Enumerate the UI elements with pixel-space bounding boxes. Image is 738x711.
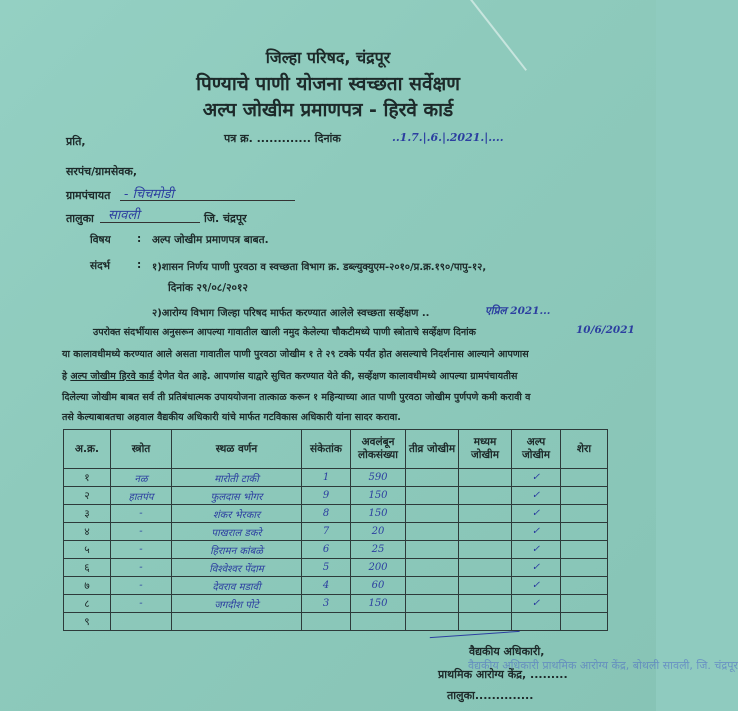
para-line-4: दिलेल्या जोखीम बाबत सर्व ती प्रतिबंधात्मक उपाययोजना तात्काळ करून १ महिन्याच्या आत पाणी पुरवठा जोखीम पुर्णपणे कमी करावी व bbox=[62, 392, 531, 403]
cell-place: जगदीश पोटे bbox=[172, 595, 302, 613]
para-line-3 bbox=[62, 369, 517, 382]
table-row bbox=[64, 523, 608, 541]
cell-serial: २ bbox=[64, 487, 111, 505]
col-high-risk: तीव्र जोखीम bbox=[406, 430, 459, 469]
col-code: संकेतांक bbox=[302, 430, 351, 469]
cell-code: 1 bbox=[302, 469, 351, 487]
cell-low-risk: ✓ bbox=[512, 595, 561, 613]
cell-medium-risk bbox=[459, 487, 512, 505]
cell-serial: ९ bbox=[64, 613, 111, 631]
cell-source: - bbox=[111, 595, 172, 613]
cell-serial: १ bbox=[64, 469, 111, 487]
cell-high-risk bbox=[406, 613, 459, 631]
cell-code: 4 bbox=[302, 577, 351, 595]
cell-population: 150 bbox=[351, 487, 406, 505]
health-center: प्राथमिक आरोग्य केंद्र, ......... bbox=[438, 668, 568, 681]
cell-code: 8 bbox=[302, 505, 351, 523]
colon: : bbox=[137, 259, 142, 271]
cell-high-risk bbox=[406, 469, 459, 487]
cell-high-risk bbox=[406, 541, 459, 559]
cell-medium-risk bbox=[459, 613, 512, 631]
table-row bbox=[64, 577, 608, 595]
cell-medium-risk bbox=[459, 577, 512, 595]
cell-low-risk: ✓ bbox=[512, 577, 561, 595]
cell-code bbox=[302, 613, 351, 631]
table-row bbox=[64, 613, 608, 631]
cell-remarks bbox=[561, 559, 608, 577]
para-3-end: देणेत येत आहे. आपणांस याद्वारे सुचित करण्यात येते की, सर्व्हेक्षण कालावधीमध्ये आपल्या ग्रामपंचायतीस bbox=[157, 371, 518, 382]
cell-code: 5 bbox=[302, 559, 351, 577]
cell-place: शंकर भेरकार bbox=[172, 505, 302, 523]
cell-population: 590 bbox=[351, 469, 406, 487]
cell-source: - bbox=[111, 577, 172, 595]
cell-high-risk bbox=[406, 523, 459, 541]
cell-place: मारोती टाकी bbox=[172, 469, 302, 487]
cell-population: 150 bbox=[351, 595, 406, 613]
cell-population bbox=[351, 613, 406, 631]
table-row bbox=[64, 559, 608, 577]
officer-title: वैद्यकीय अधिकारी, bbox=[469, 645, 545, 658]
prati-label: प्रति, bbox=[66, 135, 86, 148]
table-row bbox=[64, 541, 608, 559]
cell-high-risk bbox=[406, 505, 459, 523]
cell-serial: ४ bbox=[64, 523, 111, 541]
table-row bbox=[64, 595, 608, 613]
para-line-5: तसे केल्याबाबतचा अहवाल वैद्यकीय अधिकारी यांचे मार्फत गटविकास अधिकारी यांना सादर करावा. bbox=[62, 412, 401, 423]
cell-source: नळ bbox=[111, 469, 172, 487]
survey-date: 10/6/2021 bbox=[576, 324, 635, 336]
cell-place: पाखराल डकरे bbox=[172, 523, 302, 541]
table-header-row bbox=[64, 430, 608, 469]
cell-low-risk: ✓ bbox=[512, 469, 561, 487]
cell-remarks bbox=[561, 469, 608, 487]
cell-source: - bbox=[111, 559, 172, 577]
cell-population: 20 bbox=[351, 523, 406, 541]
cell-place: फुलदास भोगर bbox=[172, 487, 302, 505]
cell-population: 200 bbox=[351, 559, 406, 577]
risk-table bbox=[63, 429, 608, 631]
cell-low-risk: ✓ bbox=[512, 505, 561, 523]
para-line-1: उपरोक्त संदर्भीयास अनुसरून आपल्या गावातील खाली नमुद केलेल्या चौकटीमध्ये पाणी स्त्रोताचे सर्व्हेक्षण दिनांक bbox=[93, 327, 476, 338]
cell-low-risk: ✓ bbox=[512, 523, 561, 541]
cell-source: - bbox=[111, 505, 172, 523]
cell-high-risk bbox=[406, 487, 459, 505]
recipient: सरपंच/ग्रामसेवक, bbox=[66, 165, 137, 178]
org-name: जिल्हा परिषद, चंद्रपूर bbox=[265, 48, 391, 67]
cell-source: - bbox=[111, 523, 172, 541]
cell-medium-risk bbox=[459, 595, 512, 613]
cell-place: देवराव मडावी bbox=[172, 577, 302, 595]
para-line-2: या कालावधीमध्ये करण्यात आले असता गावातील पाणी पुरवठा जोखीम १ ते २९ टक्के पर्यंत होत असल्याचे निदर्शनास आल्याने आपणास bbox=[62, 349, 529, 360]
table-row bbox=[64, 505, 608, 523]
para-3-start: हे bbox=[62, 371, 68, 382]
col-low-risk: अल्प जोखीम bbox=[512, 430, 561, 469]
cell-remarks bbox=[561, 541, 608, 559]
colon: : bbox=[137, 233, 142, 245]
taluka-label: तालुका bbox=[66, 212, 94, 225]
cell-population: 60 bbox=[351, 577, 406, 595]
cell-population: 150 bbox=[351, 505, 406, 523]
col-serial: अ.क्र. bbox=[64, 430, 111, 469]
cell-medium-risk bbox=[459, 523, 512, 541]
cell-high-risk bbox=[406, 559, 459, 577]
letter-date: ..1.7.|.6.|.2021.|.... bbox=[392, 131, 504, 144]
cell-serial: ७ bbox=[64, 577, 111, 595]
cell-medium-risk bbox=[459, 559, 512, 577]
cell-serial: ६ bbox=[64, 559, 111, 577]
cell-remarks bbox=[561, 577, 608, 595]
letter-number-label: पत्र क्र. ............. दिनांक bbox=[224, 132, 341, 145]
cell-serial: ८ bbox=[64, 595, 111, 613]
cell-low-risk: ✓ bbox=[512, 541, 561, 559]
cell-code: 9 bbox=[302, 487, 351, 505]
reference-1: १)शासन निर्णय पाणी पुरवठा व स्वच्छता विभाग क्र. डब्ल्युक्युएम-२०१०/प्र.क्र.१९०/पापु-१२, bbox=[152, 262, 487, 273]
cell-code: 6 bbox=[302, 541, 351, 559]
doc-subtitle: अल्प जोखीम प्रमाणपत्र - हिरवे कार्ड bbox=[202, 99, 454, 121]
grampanchayat-label: ग्रामपंचायत bbox=[66, 189, 111, 202]
taluka-value: सावली bbox=[108, 208, 140, 223]
cell-code: 7 bbox=[302, 523, 351, 541]
district: जि. चंद्रपूर bbox=[204, 212, 247, 225]
cell-high-risk bbox=[406, 577, 459, 595]
reference-2: २)आरोग्य विभाग जिल्हा परिषद मार्फत करण्यात आलेले स्वच्छता सर्व्हेक्षण .. bbox=[152, 308, 430, 319]
cell-serial: ५ bbox=[64, 541, 111, 559]
cell-place: विश्वेश्वर पेंदाम bbox=[172, 559, 302, 577]
cell-remarks bbox=[561, 487, 608, 505]
cell-source: - bbox=[111, 541, 172, 559]
table-row bbox=[64, 487, 608, 505]
grampanchayat-value: - चिचमोडी bbox=[124, 187, 174, 202]
cell-place: हिरामन कांबळे bbox=[172, 541, 302, 559]
cell-remarks bbox=[561, 613, 608, 631]
cell-remarks bbox=[561, 595, 608, 613]
cell-serial: ३ bbox=[64, 505, 111, 523]
official-stamp: वैद्यकीय अधिकारी प्राथमिक आरोग्य केंद्र, बोथली सावली, जि. चंद्रपूर bbox=[468, 659, 738, 672]
col-remarks: शेरा bbox=[561, 430, 608, 469]
cell-remarks bbox=[561, 505, 608, 523]
cell-low-risk: ✓ bbox=[512, 487, 561, 505]
subject: अल्प जोखीम प्रमाणपत्र बाबत. bbox=[152, 234, 269, 246]
table-row bbox=[64, 469, 608, 487]
col-medium-risk: मध्यम जोखीम bbox=[459, 430, 512, 469]
reference-label: संदर्भ bbox=[90, 260, 111, 272]
cell-source bbox=[111, 613, 172, 631]
cell-source: हातपंप bbox=[111, 487, 172, 505]
cell-code: 3 bbox=[302, 595, 351, 613]
cell-low-risk: ✓ bbox=[512, 559, 561, 577]
doc-title: पिण्याचे पाणी योजना स्वच्छता सर्वेक्षण bbox=[196, 73, 460, 95]
cell-low-risk bbox=[512, 613, 561, 631]
survey-month: एप्रिल 2021... bbox=[485, 305, 551, 317]
signature-taluka: तालुका.............. bbox=[447, 689, 534, 702]
cell-medium-risk bbox=[459, 469, 512, 487]
cell-medium-risk bbox=[459, 505, 512, 523]
green-card-highlight: अल्प जोखीम हिरवे कार्ड bbox=[70, 371, 154, 382]
cell-population: 25 bbox=[351, 541, 406, 559]
cell-place bbox=[172, 613, 302, 631]
subject-label: विषय bbox=[90, 234, 111, 246]
col-source: स्त्रोत bbox=[111, 430, 172, 469]
cell-high-risk bbox=[406, 595, 459, 613]
col-population: अवलंबून लोकसंख्या bbox=[351, 430, 406, 469]
col-place: स्थळ वर्णन bbox=[172, 430, 302, 469]
reference-1-date: दिनांक २९/०८/२०१२ bbox=[168, 282, 248, 294]
cell-remarks bbox=[561, 523, 608, 541]
cell-medium-risk bbox=[459, 541, 512, 559]
